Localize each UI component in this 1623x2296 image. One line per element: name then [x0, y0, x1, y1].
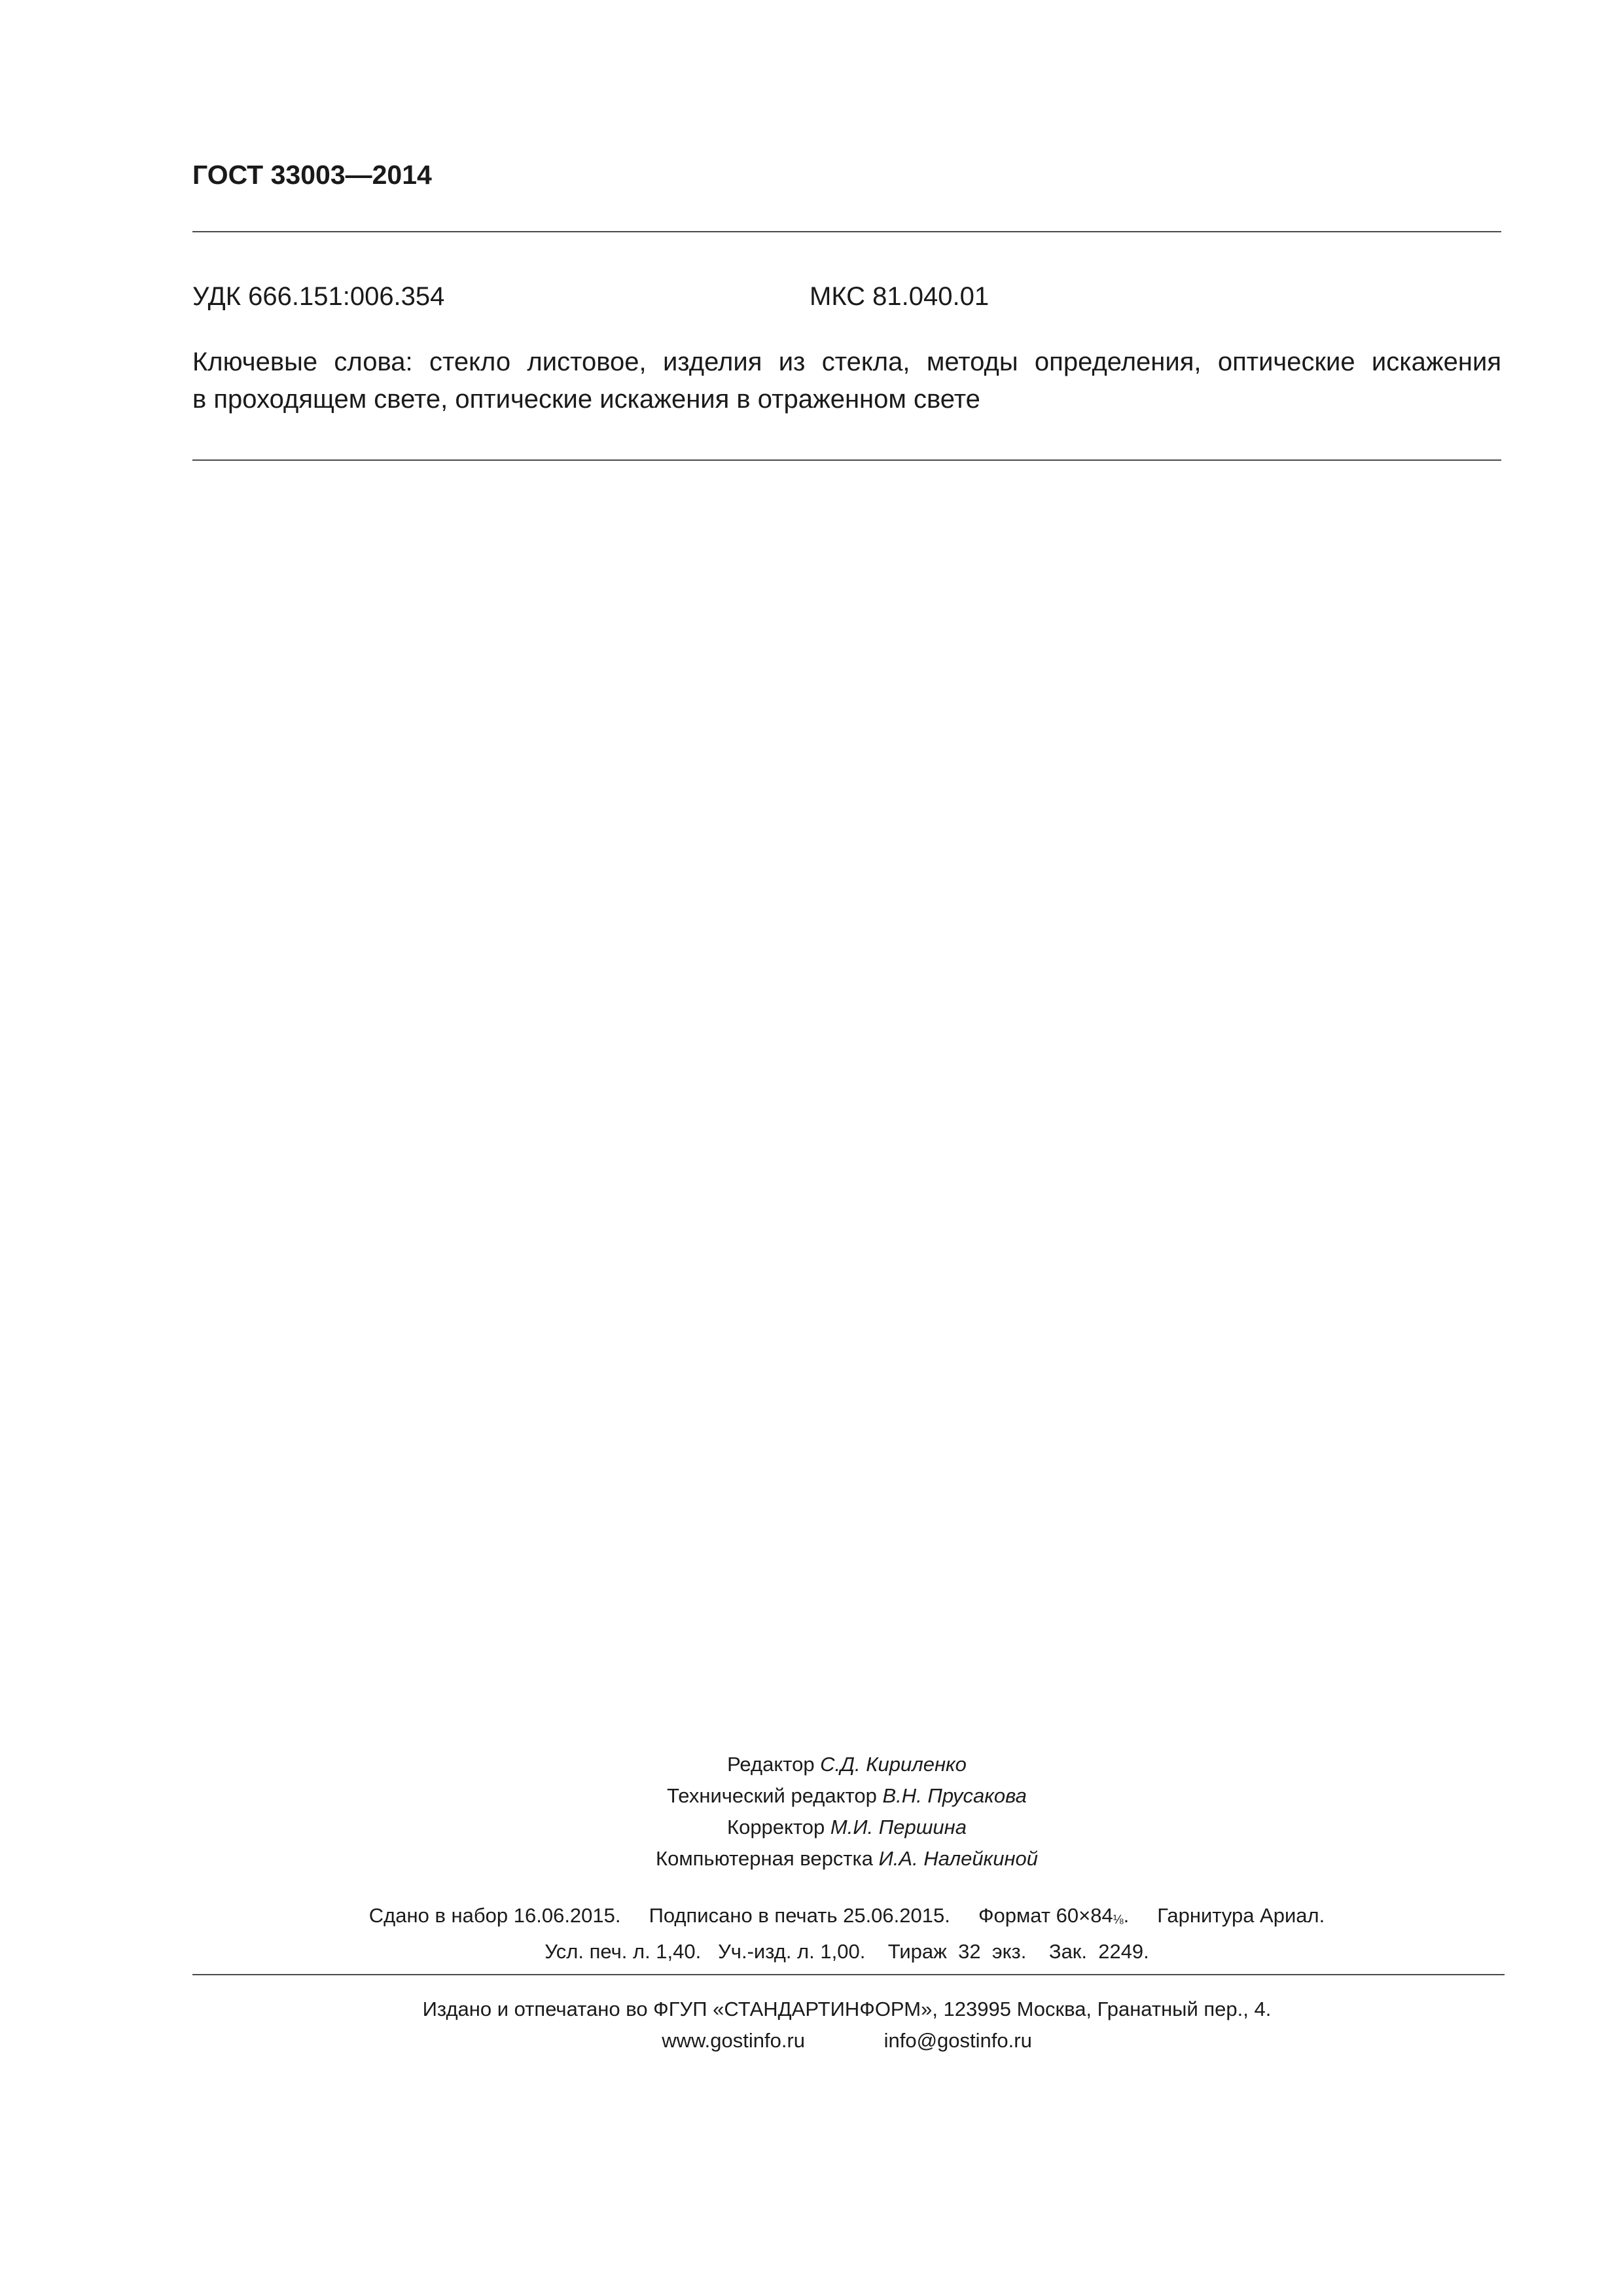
middle-divider: [192, 459, 1501, 461]
publisher-contacts: [192, 2025, 1501, 2056]
mks-code: МКС 81.040.01: [810, 282, 990, 311]
credit-name: В.Н. Прусакова: [882, 1784, 1027, 1807]
print-sheets: Усл. печ. л. 1,40.: [544, 1940, 702, 1963]
print-info-block: [192, 1900, 1501, 1967]
top-divider: [192, 231, 1501, 232]
credit-name: С.Д. Кириленко: [820, 1753, 967, 1776]
credit-layout: [192, 1843, 1501, 1874]
credit-role: Редактор: [727, 1753, 821, 1776]
publisher-sheets: Уч.-изд. л. 1,00.: [718, 1940, 866, 1963]
credit-technical-editor: [192, 1780, 1501, 1812]
typeface: Гарнитура Ариал.: [1157, 1904, 1325, 1927]
print-info-row-2: [192, 1936, 1501, 1967]
credit-name: И.А. Налейкиной: [878, 1847, 1038, 1870]
udk-code: УДК 666.151:006.354: [192, 282, 445, 311]
credit-proofreader: [192, 1812, 1501, 1843]
keywords-line-2: в проходящем свете, оптические искажения в отраженном свете: [192, 385, 980, 414]
keywords-line-1: Ключевые слова: стекло листовое, изделия из стекла, методы определения, оптические искажения: [192, 348, 1501, 376]
credit-role: Технический редактор: [667, 1784, 883, 1807]
credit-role: Компьютерная верстка: [656, 1847, 879, 1870]
website-link[interactable]: www.gostinfo.ru: [662, 2029, 806, 2052]
signed-date: Подписано в печать 25.06.2015.: [649, 1904, 950, 1927]
print-run: Тираж 32 экз.: [887, 1940, 1027, 1963]
keywords-paragraph: [192, 344, 1501, 418]
print-info-row-1: Сдано в набор 16.06.2015. Подписано в печать 25.06.2015. Формат 60×84⅛. Гарнитура Ариал.: [368, 1904, 1325, 1927]
document-id: ГОСТ 33003—2014: [192, 160, 432, 190]
email-link[interactable]: info@gostinfo.ru: [883, 2029, 1032, 2052]
order-number: Зак. 2249.: [1048, 1940, 1149, 1963]
bottom-divider: [192, 1974, 1505, 1975]
publisher-block: [192, 1994, 1501, 2056]
credit-role: Корректор: [727, 1816, 830, 1839]
publisher-line: Издано и отпечатано во ФГУП «СТАНДАРТИНФОРМ», 123995 Москва, Гранатный пер., 4.: [422, 1998, 1272, 2020]
credit-editor: [192, 1749, 1501, 1780]
paper-format: Формат 60×84: [978, 1904, 1113, 1927]
credits-block: [192, 1749, 1501, 1874]
credit-name: М.И. Першина: [830, 1816, 967, 1839]
submitted-date: Сдано в набор 16.06.2015.: [368, 1904, 621, 1927]
format-fraction: ⅛: [1113, 1913, 1124, 1927]
